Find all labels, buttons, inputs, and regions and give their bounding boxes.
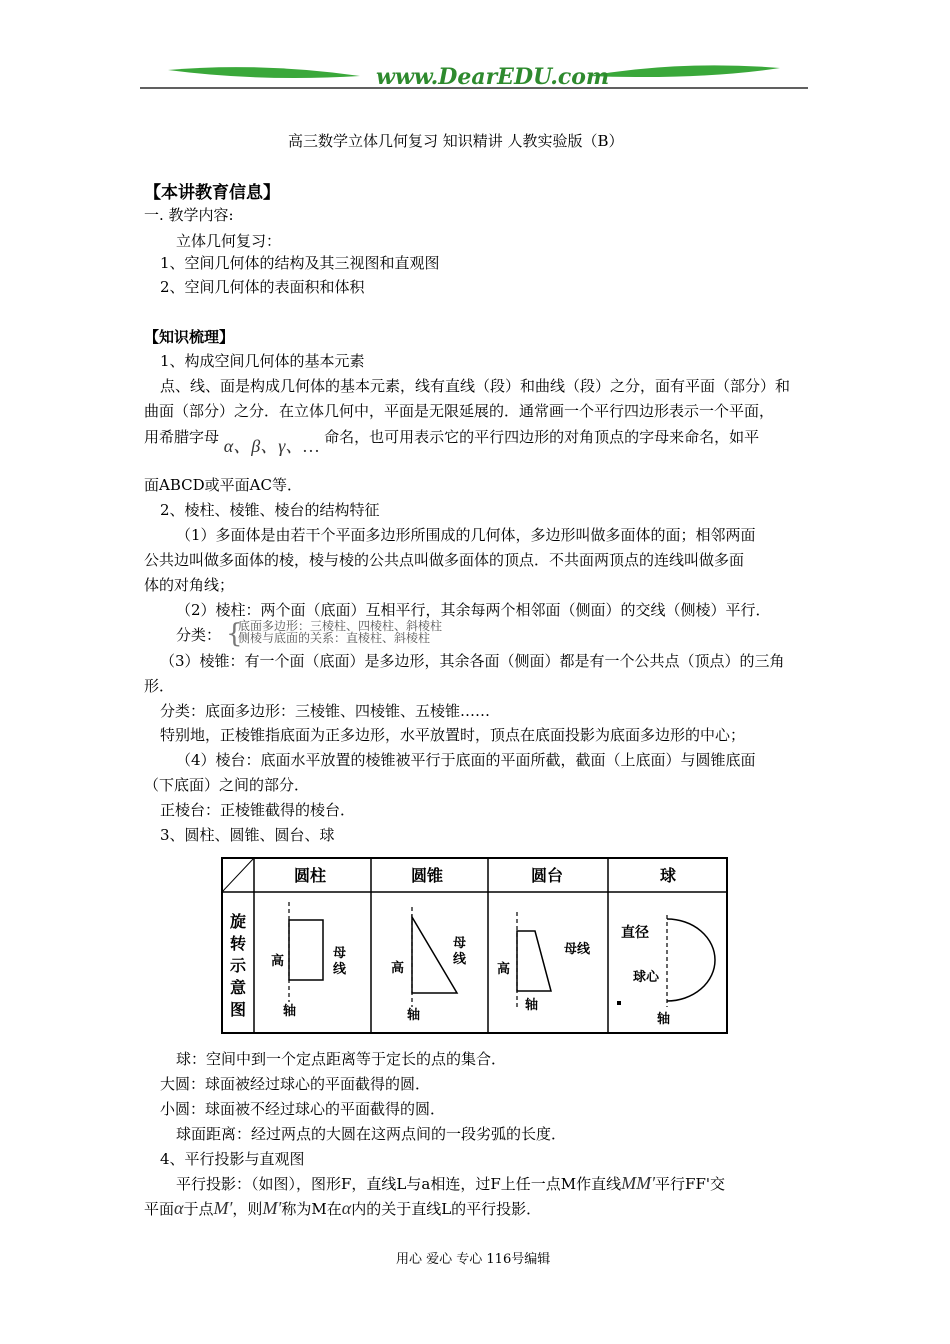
sphere-distance-definition: 球面距离：经过两点的大圆在这两点间的一段劣弧的长度．	[176, 1125, 567, 1143]
cylinder-height-label: 高	[271, 954, 285, 969]
great-circle-definition: 大圆：球面被经过球心的平面截得的圆．	[160, 1075, 431, 1093]
para1-line2: 曲面（部分）之分．在立体几何中，平面是无限延展的．通常画一个平行四边形表示一个平面，	[144, 402, 775, 420]
prism-class-a: 底面多边形：三棱柱、四棱柱、斜棱柱	[238, 619, 443, 633]
para4-line2	[144, 1197, 541, 1220]
prism-class-b: 侧棱与底面的关系：直棱柱、斜棱柱	[238, 631, 431, 645]
math-m-prime-1: M′	[213, 1198, 233, 1218]
sphere-arc	[667, 919, 715, 1001]
para4-line1-a: 平行投影：（如图），图形F，直线L与a相连，过F上任一点M作直线	[176, 1175, 622, 1193]
frustum-trapezoid	[517, 931, 551, 991]
frustum-generatrix-label: 母线	[564, 942, 591, 957]
para2-1-line2: 公共边叫做多面体的棱，棱与棱的公共点叫做多面体的顶点．不共面两顶点的连线叫做多面	[144, 551, 745, 569]
cylinder-axis-label: 轴	[283, 1004, 297, 1019]
cone-triangle	[412, 917, 457, 993]
math-alpha-1: α	[174, 1198, 184, 1218]
para2-4-line2: （下底面）之间的部分．	[144, 776, 310, 794]
para2-1-line3: 体的对角线；	[144, 576, 235, 594]
para4-title: 4、平行投影与直观图	[160, 1150, 305, 1168]
heading-knowledge: 【知识梳理】	[144, 328, 235, 346]
header-sphere: 球	[660, 866, 677, 885]
para2-1-line1: （1）多面体是由若干个平面多边形所围成的几何体，多边形叫做多面体的面；相邻两面	[176, 526, 756, 544]
math-m-prime-2: M′	[262, 1198, 282, 1218]
cone-generatrix-1: 母	[453, 936, 467, 951]
para2-3-line1: （3）棱锥：有一个面（底面）是多边形，其余各面（侧面）都是有一个公共点（顶点）的三角	[160, 652, 785, 670]
sphere-diameter-label: 直径	[621, 925, 649, 941]
prism-classification-label: 分类：	[176, 626, 222, 644]
rotation-figure-table	[221, 857, 728, 1034]
para4-line2-a: 平面	[144, 1200, 175, 1218]
header-cone: 圆锥	[411, 866, 444, 885]
frustum-axis-label: 轴	[525, 998, 539, 1013]
para1-title: 1、构成空间几何体的基本元素	[160, 352, 365, 370]
row-label-2: 转	[230, 934, 247, 953]
para4-line1	[176, 1172, 725, 1195]
para1-line3-a: 用希腊字母	[144, 428, 220, 446]
para4-line2-b: 于点	[183, 1200, 214, 1218]
cone-generatrix-2: 线	[453, 952, 467, 967]
para2-4-line1: （4）棱台：底面水平放置的棱锥被平行于底面的平面所截，截面（上底面）与圆锥底面	[176, 751, 756, 769]
doc-title: 高三数学立体几何复习 知识精讲 人教实验版（B）	[288, 132, 624, 150]
content-line-2: 2、空间几何体的表面积和体积	[160, 278, 365, 296]
teaching-content: 一. 教学内容:	[144, 206, 234, 224]
cylinder-generatrix-1: 母	[333, 946, 347, 961]
row-label-4: 意	[230, 978, 247, 997]
para1-line4: 面ABCD或平面AC等．	[144, 476, 302, 494]
frustum-height-label: 高	[497, 962, 511, 977]
heading-info: 【本讲教育信息】	[144, 183, 280, 203]
para4-line2-d: 称为M在	[281, 1200, 342, 1218]
para3-title: 3、圆柱、圆锥、圆台、球	[160, 826, 335, 844]
site-name: www.DearEDU.com	[376, 64, 610, 90]
small-circle-definition: 小圆：球面被不经过球心的平面截得的圆．	[160, 1100, 446, 1118]
pyramid-classification: 分类：底面多边形：三棱锥、四棱锥、五棱锥……	[160, 702, 491, 720]
para2-title: 2、棱柱、棱锥、棱台的结构特征	[160, 501, 380, 519]
header-cylinder: 圆柱	[294, 866, 327, 885]
cone-axis-label: 轴	[407, 1008, 421, 1023]
page-footer: 用心 爱心 专心 116号编辑	[396, 1252, 551, 1267]
para1-line3	[144, 425, 760, 456]
para4-line2-c: ，则	[232, 1200, 263, 1218]
sphere-definition: 球：空间中到一个定点距离等于定长的点的集合．	[176, 1050, 507, 1068]
para4-line2-e: 内的关于直线L的平行投影．	[351, 1200, 542, 1218]
math-alpha-2: α	[341, 1198, 352, 1218]
header-frustum: 圆台	[531, 866, 564, 885]
greek-letters: α、β、γ、…	[223, 436, 320, 456]
sphere-axis-label: 轴	[657, 1012, 671, 1027]
row-label-1: 旋	[230, 912, 247, 931]
regular-pyramid: 特别地，正棱锥指底面为正多边形，水平放置时，顶点在底面投影为底面多边形的中心；	[160, 726, 746, 744]
regular-frustum: 正棱台：正棱锥截得的棱台．	[160, 801, 356, 819]
row-label-3: 示	[230, 956, 247, 975]
brace-icon: {	[226, 619, 243, 649]
content-line-1: 1、空间几何体的结构及其三视图和直观图	[160, 254, 440, 272]
cone-height-label: 高	[391, 961, 405, 976]
sphere-center-label: 球心	[633, 970, 660, 985]
math-mm: MM′	[621, 1173, 656, 1193]
para4-line1-b: 平行FF'交	[655, 1175, 725, 1193]
para1-line1: 点、线、面是构成几何体的基本元素，线有直线（段）和曲线（段）之分，面有平面（部分）和	[160, 377, 791, 395]
cylinder-generatrix-2: 线	[333, 962, 347, 977]
cylinder-rect	[289, 920, 323, 980]
row-label-5: 图	[230, 1000, 247, 1019]
review-subtitle: 立体几何复习：	[176, 232, 282, 250]
para2-2: （2）棱柱：两个面（底面）互相平行，其余每两个相邻面（侧面）的交线（侧棱）平行．	[176, 601, 771, 619]
para1-line3-b: 命名，也可用表示它的平行四边形的对角顶点的字母来命名，如平	[324, 428, 760, 446]
para2-3-line2: 形．	[144, 677, 175, 695]
site-logo	[140, 58, 810, 92]
